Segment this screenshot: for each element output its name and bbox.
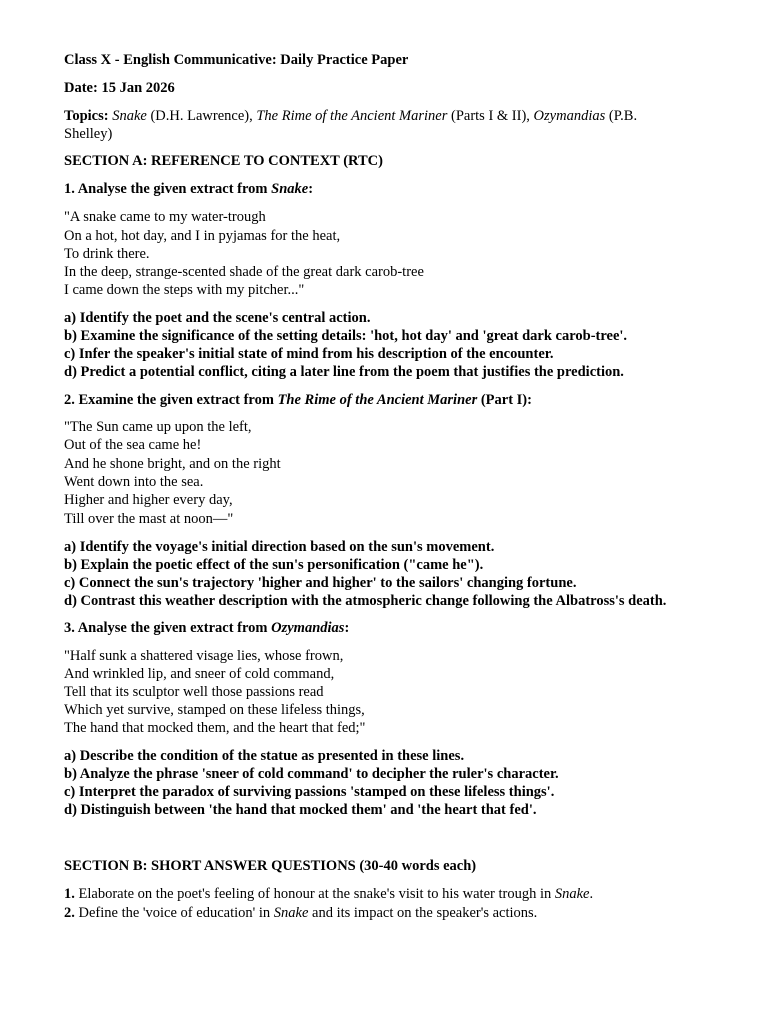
q2-subquestion: b) Explain the poetic effect of the sun's personification ("came he"). [64,557,484,573]
q3-extract-line: Tell that its sculptor well those passions read [64,684,324,700]
q1-subquestion: c) Infer the speaker's initial state of mind from his description of the encounter. [64,346,554,362]
q2-extract-line: Out of the sea came he! [64,437,202,453]
q1-subquestion: d) Predict a potential conflict, citing a later line from the poem that justifies the prediction. [64,364,624,380]
q3-extract-line: The hand that mocked them, and the heart that fed;" [64,720,366,736]
q2-extract-line: Till over the mast at noon—" [64,511,234,527]
q1-subquestion: b) Examine the significance of the setting details: 'hot, hot day' and 'great dark carob-tree'. [64,328,628,344]
paper-date: Date: 15 Jan 2026 [64,80,175,96]
topic-rime-parts: (Parts I & II), [447,108,534,124]
section-a-heading: SECTION A: REFERENCE TO CONTEXT (RTC) [64,153,383,169]
section-b-question-1: 1. Elaborate on the poet's feeling of honour at the snake's visit to his water trough in Snake. [64,886,594,902]
q1-extract-line: On a hot, hot day, and I in pyjamas for the heat, [64,228,341,244]
q3-subquestion: b) Analyze the phrase 'sneer of cold command' to decipher the ruler's character. [64,766,559,782]
q3-work-title: Ozymandias [271,620,345,636]
topics-line-continued: Shelley) [64,126,113,142]
topics-line [64,107,637,125]
q2-extract-line: Went down into the sea. [64,474,204,490]
work-title: Snake [273,905,309,921]
q3-extract-line: And wrinkled lip, and sneer of cold command, [64,666,335,682]
topic-rime: The Rime of the Ancient Mariner [256,108,448,124]
q2-subquestion: c) Connect the sun's trajectory 'higher and higher' to the sailors' changing fortune. [64,575,577,591]
q2-extract-line: "The Sun came up upon the left, [64,419,252,435]
q3-subquestion: c) Interpret the paradox of surviving passions 'stamped on these lifeless things'. [64,784,555,800]
question-number: 1. [64,886,75,902]
section-b-heading: SECTION B: SHORT ANSWER QUESTIONS (30-40 words each) [64,858,477,874]
q2-extract-line: Higher and higher every day, [64,492,233,508]
q1-extract-line: To drink there. [64,246,150,262]
q3-subquestion: d) Distinguish between 'the hand that mocked them' and 'the heart that fed'. [64,802,537,818]
q3-subquestion: a) Describe the condition of the statue as presented in these lines. [64,748,465,764]
q2-heading: 2. Examine the given extract from The Rime of the Ancient Mariner (Part I): [64,392,532,408]
section-b-question-2: 2. Define the 'voice of education' in Snake and its impact on the speaker's actions. [64,905,538,921]
question-number: 2. [64,905,75,921]
q1-extract-line: "A snake came to my water-trough [64,209,266,225]
q1-extract-line: In the deep, strange-scented shade of the great dark carob-tree [64,264,424,280]
topic-ozymandias-author: (P.B. [605,108,638,124]
topic-ozymandias: Ozymandias [533,108,606,124]
q2-extract-line: And he shone bright, and on the right [64,456,281,472]
q1-work-title: Snake [271,181,309,197]
q2-subquestion: a) Identify the voyage's initial direction based on the sun's movement. [64,539,495,555]
topics-label: Topics: [64,108,109,124]
q3-extract-line: "Half sunk a shattered visage lies, whose frown, [64,648,344,664]
q3-heading: 3. Analyse the given extract from Ozymandias: [64,620,350,636]
q2-subquestion: d) Contrast this weather description with the atmospheric change following the Albatross's death. [64,593,667,609]
q1-heading: 1. Analyse the given extract from Snake: [64,181,314,197]
topic-snake-author: (D.H. Lawrence), [146,108,257,124]
q1-subquestion: a) Identify the poet and the scene's central action. [64,310,371,326]
paper-title: Class X - English Communicative: Daily Practice Paper [64,52,409,68]
work-title: Snake [554,886,590,902]
q2-work-title: The Rime of the Ancient Mariner [277,392,478,408]
q1-extract-line: I came down the steps with my pitcher..." [64,282,305,298]
q3-extract-line: Which yet survive, stamped on these lifeless things, [64,702,365,718]
topic-snake: Snake [112,108,147,124]
